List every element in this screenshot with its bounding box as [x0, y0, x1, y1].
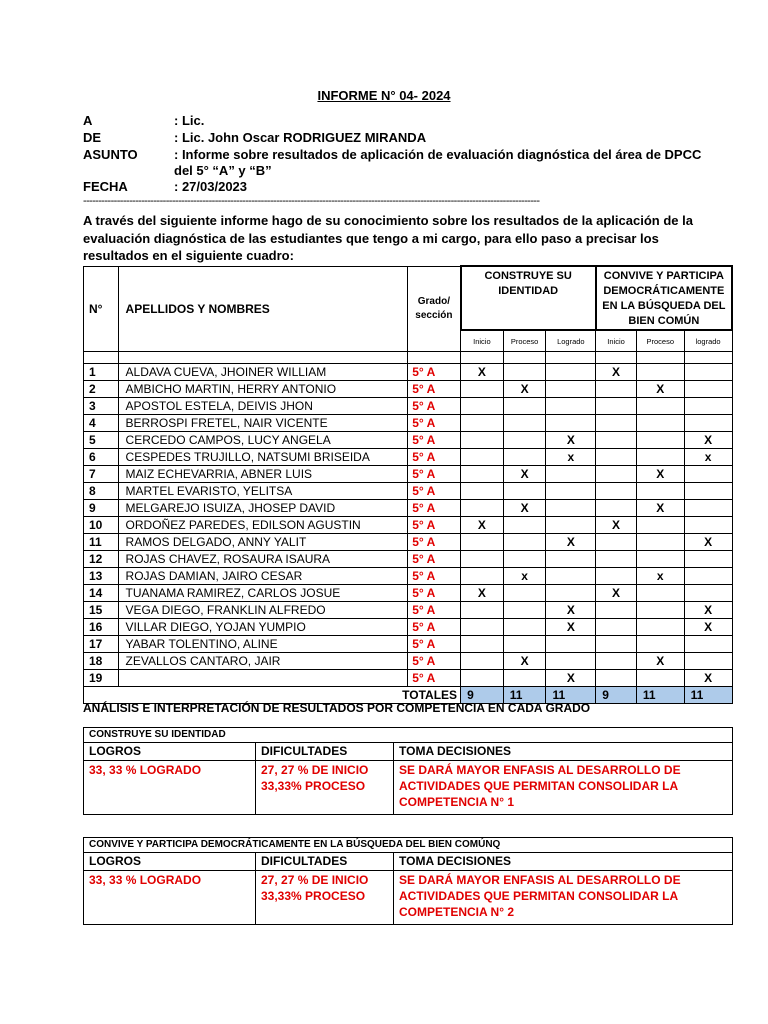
comp1-mark	[546, 364, 596, 381]
comp2-mark: X	[596, 364, 637, 381]
table-row	[84, 551, 733, 568]
comp1-mark: X	[461, 585, 504, 602]
logros-value: 33, 33 % LOGRADO	[84, 871, 256, 925]
comp1-mark: X	[503, 381, 546, 398]
dificultades-header: DIFICULTADES	[256, 743, 394, 761]
comp1-mark	[461, 619, 504, 636]
grado-seccion: 5° A	[408, 551, 461, 568]
comp2-mark	[684, 517, 732, 534]
comp2-mark	[636, 602, 684, 619]
comp1-mark	[503, 483, 546, 500]
comp1-mark	[461, 568, 504, 585]
comp1-mark: X	[546, 670, 596, 687]
student-name: ROJAS CHAVEZ, ROSAURA ISAURA	[118, 551, 408, 568]
total-value: 11	[684, 687, 732, 704]
dificultades-value	[256, 871, 394, 925]
student-name: VEGA DIEGO, FRANKLIN ALFREDO	[118, 602, 408, 619]
comp1-mark	[503, 585, 546, 602]
grado-seccion: 5° A	[408, 381, 461, 398]
comp2-mark	[596, 636, 637, 653]
row-number: 4	[84, 415, 119, 432]
col-grado-header: Grado/ sección	[408, 266, 461, 352]
comp1-mark	[503, 670, 546, 687]
comp2-mark	[596, 568, 637, 585]
comp2-mark	[684, 381, 732, 398]
row-number: 2	[84, 381, 119, 398]
row-number: 7	[84, 466, 119, 483]
comp2-mark	[596, 602, 637, 619]
header-value: : 27/03/2023	[174, 179, 248, 194]
comp1-header: CONSTRUYE SU IDENTIDAD	[461, 266, 596, 330]
comp1-mark	[503, 602, 546, 619]
comp1-mark: X	[546, 432, 596, 449]
comp2-header: CONVIVE Y PARTICIPA DEMOCRÁTICAMENTE EN LA BÚSQUEDA DEL BIEN COMÚN	[596, 266, 732, 330]
table-row	[84, 483, 733, 500]
total-value: 11	[503, 687, 546, 704]
comp2-mark	[636, 670, 684, 687]
student-name: VILLAR DIEGO, YOJAN YUMPIO	[118, 619, 408, 636]
table-row	[84, 449, 733, 466]
logros-value: 33, 33 % LOGRADO	[84, 761, 256, 815]
comp1-mark	[546, 568, 596, 585]
student-name	[118, 670, 408, 687]
grado-seccion: 5° A	[408, 534, 461, 551]
spacer-cell	[636, 352, 684, 364]
row-number: 8	[84, 483, 119, 500]
comp1-mark	[461, 432, 504, 449]
table-row	[84, 398, 733, 415]
spacer-cell	[84, 352, 119, 364]
header-value: : Informe sobre resultados de aplicación de evaluación diagnóstica del área de DPCC del 5° “A” y “B”	[174, 147, 702, 178]
col-name-header: APELLIDOS Y NOMBRES	[118, 266, 408, 352]
toma-header: TOMA DECISIONES	[394, 853, 733, 871]
results-table	[83, 265, 733, 704]
grado-seccion: 5° A	[408, 636, 461, 653]
table-row	[84, 585, 733, 602]
dificultades-line: 27, 27 % DE INICIO	[261, 763, 369, 777]
table-row	[84, 619, 733, 636]
comp2-mark	[684, 500, 732, 517]
student-name: RAMOS DELGADO, ANNY YALIT	[118, 534, 408, 551]
comp2-mark	[684, 466, 732, 483]
comp2-mark	[684, 364, 732, 381]
totals-label: TOTALES	[118, 687, 461, 704]
comp2-mark	[596, 381, 637, 398]
comp1-mark	[503, 449, 546, 466]
row-number: 11	[84, 534, 119, 551]
comp2-mark	[636, 483, 684, 500]
comp2-mark	[596, 466, 637, 483]
grado-seccion: 5° A	[408, 568, 461, 585]
comp1-mark	[546, 500, 596, 517]
toma-value: SE DARÁ MAYOR ENFASIS AL DESARROLLO DE ACTIVIDADES QUE PERMITAN CONSOLIDAR LA COMPETENCIA N° 1	[394, 761, 733, 815]
total-value: 9	[596, 687, 637, 704]
student-name: ALDAVA CUEVA, JHOINER WILLIAM	[118, 364, 408, 381]
row-number: 1	[84, 364, 119, 381]
sub-header: logrado	[684, 330, 732, 352]
student-name: MARTEL EVARISTO, YELITSA	[118, 483, 408, 500]
comp2-mark	[596, 449, 637, 466]
comp2-mark	[636, 398, 684, 415]
header-label: A	[83, 113, 93, 128]
comp2-mark: X	[684, 534, 732, 551]
comp2-mark	[636, 619, 684, 636]
table-row	[84, 602, 733, 619]
comp2-mark	[596, 483, 637, 500]
comp1-mark	[461, 602, 504, 619]
comp2-mark	[684, 483, 732, 500]
comp1-mark	[503, 364, 546, 381]
comp1-mark: X	[546, 534, 596, 551]
comp2-mark	[636, 364, 684, 381]
row-number: 17	[84, 636, 119, 653]
table-row	[84, 534, 733, 551]
table-row	[84, 653, 733, 670]
total-value: 9	[461, 687, 504, 704]
comp1-mark	[546, 551, 596, 568]
table-row	[84, 670, 733, 687]
header-label: FECHA	[83, 179, 128, 194]
col-number-header: N°	[84, 266, 119, 352]
toma-value: SE DARÁ MAYOR ENFASIS AL DESARROLLO DE ACTIVIDADES QUE PERMITAN CONSOLIDAR LA COMPETENCIA N° 2	[394, 871, 733, 925]
toma-header: TOMA DECISIONES	[394, 743, 733, 761]
comp1-mark: X	[503, 466, 546, 483]
comp1-mark	[461, 483, 504, 500]
comp2-mark	[684, 415, 732, 432]
dificultades-line: 27, 27 % DE INICIO	[261, 873, 369, 887]
comp2-mark	[636, 415, 684, 432]
comp2-mark: X	[636, 466, 684, 483]
table-row	[84, 432, 733, 449]
comp1-mark	[461, 551, 504, 568]
student-name: APOSTOL ESTELA, DEIVIS JHON	[118, 398, 408, 415]
comp1-mark	[461, 670, 504, 687]
row-number: 16	[84, 619, 119, 636]
comp2-mark	[636, 432, 684, 449]
comp1-mark	[461, 534, 504, 551]
table-row	[84, 415, 733, 432]
spacer-cell	[596, 352, 637, 364]
sub-header: Inicio	[596, 330, 637, 352]
grado-seccion: 5° A	[408, 619, 461, 636]
comp1-mark	[546, 585, 596, 602]
header-label: DE	[83, 130, 102, 145]
row-number: 19	[84, 670, 119, 687]
comp1-mark	[503, 398, 546, 415]
grado-seccion: 5° A	[408, 585, 461, 602]
row-number: 13	[84, 568, 119, 585]
comp2-mark	[636, 534, 684, 551]
grado-seccion: 5° A	[408, 670, 461, 687]
box-title: CONSTRUYE SU IDENTIDAD	[84, 728, 733, 743]
comp2-mark: X	[684, 602, 732, 619]
comp2-mark: X	[684, 432, 732, 449]
dificultades-line: 33,33% PROCESO	[261, 889, 366, 903]
row-number: 15	[84, 602, 119, 619]
comp2-mark	[636, 636, 684, 653]
comp1-mark: x	[503, 568, 546, 585]
sub-header: Inicio	[461, 330, 504, 352]
comp1-mark	[461, 636, 504, 653]
row-number: 18	[84, 653, 119, 670]
student-name: CERCEDO CAMPOS, LUCY ANGELA	[118, 432, 408, 449]
comp2-mark	[636, 585, 684, 602]
grado-seccion: 5° A	[408, 653, 461, 670]
comp1-mark: X	[503, 500, 546, 517]
header-value: : Lic.	[174, 113, 205, 128]
comp2-mark	[684, 585, 732, 602]
comp1-mark	[503, 619, 546, 636]
student-name: AMBICHO MARTIN, HERRY ANTONIO	[118, 381, 408, 398]
comp1-mark	[461, 415, 504, 432]
comp1-mark: X	[546, 602, 596, 619]
dificultades-line: 33,33% PROCESO	[261, 779, 366, 793]
spacer-cell	[408, 352, 461, 364]
comp2-mark	[596, 534, 637, 551]
comp1-mark	[546, 398, 596, 415]
row-number: 14	[84, 585, 119, 602]
grado-seccion: 5° A	[408, 415, 461, 432]
spacer-cell	[118, 352, 408, 364]
header-label: ASUNTO	[83, 147, 138, 162]
comp1-mark	[503, 517, 546, 534]
comp2-mark	[684, 398, 732, 415]
comp2-mark	[684, 551, 732, 568]
comp2-mark: X	[636, 381, 684, 398]
comp2-mark	[596, 432, 637, 449]
comp1-mark	[503, 534, 546, 551]
comp1-mark: X	[546, 619, 596, 636]
student-name: ORDOÑEZ PAREDES, EDILSON AGUSTIN	[118, 517, 408, 534]
student-name: CESPEDES TRUJILLO, NATSUMI BRISEIDA	[118, 449, 408, 466]
dificultades-value	[256, 761, 394, 815]
table-row	[84, 636, 733, 653]
comp2-mark	[596, 500, 637, 517]
comp1-mark	[503, 432, 546, 449]
comp1-mark	[461, 398, 504, 415]
box-title: CONVIVE Y PARTICIPA DEMOCRÁTICAMENTE EN LA BÚSQUEDA DEL BIEN COMÚNQ	[84, 838, 733, 853]
comp2-mark: X	[596, 517, 637, 534]
comp1-mark	[546, 466, 596, 483]
analysis-box-2	[83, 837, 733, 925]
comp2-mark: x	[684, 449, 732, 466]
dificultades-header: DIFICULTADES	[256, 853, 394, 871]
analysis-box-1	[83, 727, 733, 815]
table-body	[84, 364, 733, 687]
table-row	[84, 568, 733, 585]
student-name: YABAR TOLENTINO, ALINE	[118, 636, 408, 653]
header-value: : Lic. John Oscar RODRIGUEZ MIRANDA	[174, 130, 427, 145]
comp2-mark	[636, 551, 684, 568]
sub-header: Proceso	[636, 330, 684, 352]
comp1-mark: X	[461, 517, 504, 534]
row-number: 10	[84, 517, 119, 534]
comp1-mark	[546, 415, 596, 432]
spacer-cell	[503, 352, 546, 364]
comp1-mark	[503, 551, 546, 568]
grado-seccion: 5° A	[408, 517, 461, 534]
table-row	[84, 381, 733, 398]
comp2-mark	[684, 568, 732, 585]
row-number: 3	[84, 398, 119, 415]
grado-seccion: 5° A	[408, 602, 461, 619]
document-title: INFORME N° 04- 2024	[317, 88, 451, 103]
row-number: 5	[84, 432, 119, 449]
spacer-cell	[684, 352, 732, 364]
spacer-cell	[546, 352, 596, 364]
logros-header: LOGROS	[84, 853, 256, 871]
student-name: ZEVALLOS CANTARO, JAIR	[118, 653, 408, 670]
analysis-title: ANÁLISIS E INTERPRETACIÓN DE RESULTADOS POR COMPETENCIA EN CADA GRADO	[83, 701, 591, 715]
comp1-mark	[461, 466, 504, 483]
grado-seccion: 5° A	[408, 449, 461, 466]
grado-seccion: 5° A	[408, 364, 461, 381]
student-name: BERROSPI FRETEL, NAIR VICENTE	[118, 415, 408, 432]
student-name: MELGAREJO ISUIZA, JHOSEP DAVID	[118, 500, 408, 517]
student-name: TUANAMA RAMIREZ, CARLOS JOSUE	[118, 585, 408, 602]
spacer-cell	[461, 352, 504, 364]
comp2-mark: X	[684, 619, 732, 636]
sub-header: Proceso	[503, 330, 546, 352]
sub-header: Logrado	[546, 330, 596, 352]
intro-paragraph: A través del siguiente informe hago de su conocimiento sobre los resultados de la aplicación de la evaluación diagnóstica de las estudiantes que tengo a mi cargo, para ello paso a precisar los resultados en el siguiente cuadro:	[83, 213, 693, 263]
comp2-mark	[684, 653, 732, 670]
comp1-mark	[546, 517, 596, 534]
comp2-mark: x	[636, 568, 684, 585]
comp1-mark: x	[546, 449, 596, 466]
comp2-mark	[596, 670, 637, 687]
separator-line: -----------------------------------------------------------------------------------------------------------------------------------------------------	[83, 196, 540, 206]
comp1-mark	[503, 636, 546, 653]
comp2-mark	[636, 449, 684, 466]
comp1-mark	[546, 381, 596, 398]
table-row	[84, 364, 733, 381]
table-row	[84, 517, 733, 534]
grado-seccion: 5° A	[408, 432, 461, 449]
comp2-mark	[596, 551, 637, 568]
comp1-mark	[461, 449, 504, 466]
logros-header: LOGROS	[84, 743, 256, 761]
table-row	[84, 466, 733, 483]
total-value: 11	[636, 687, 684, 704]
comp2-mark: X	[684, 670, 732, 687]
total-value: 11	[546, 687, 596, 704]
comp1-mark	[546, 653, 596, 670]
grado-seccion: 5° A	[408, 500, 461, 517]
row-number: 9	[84, 500, 119, 517]
grado-seccion: 5° A	[408, 483, 461, 500]
table-row	[84, 500, 733, 517]
student-name: MAIZ ECHEVARRIA, ABNER LUIS	[118, 466, 408, 483]
comp1-mark: X	[503, 653, 546, 670]
comp2-mark	[596, 415, 637, 432]
comp1-mark	[461, 381, 504, 398]
row-number: 6	[84, 449, 119, 466]
comp1-mark	[461, 500, 504, 517]
grado-seccion: 5° A	[408, 398, 461, 415]
row-number: 12	[84, 551, 119, 568]
grado-seccion: 5° A	[408, 466, 461, 483]
comp1-mark	[503, 415, 546, 432]
student-name: ROJAS DAMIAN, JAIRO CESAR	[118, 568, 408, 585]
comp2-mark: X	[636, 500, 684, 517]
comp2-mark	[596, 398, 637, 415]
comp2-mark: X	[596, 585, 637, 602]
comp1-mark	[546, 483, 596, 500]
comp1-mark: X	[461, 364, 504, 381]
comp2-mark	[596, 619, 637, 636]
comp2-mark	[684, 636, 732, 653]
comp1-mark	[546, 636, 596, 653]
comp2-mark	[596, 653, 637, 670]
comp2-mark	[636, 517, 684, 534]
comp2-mark: X	[636, 653, 684, 670]
comp1-mark	[461, 653, 504, 670]
